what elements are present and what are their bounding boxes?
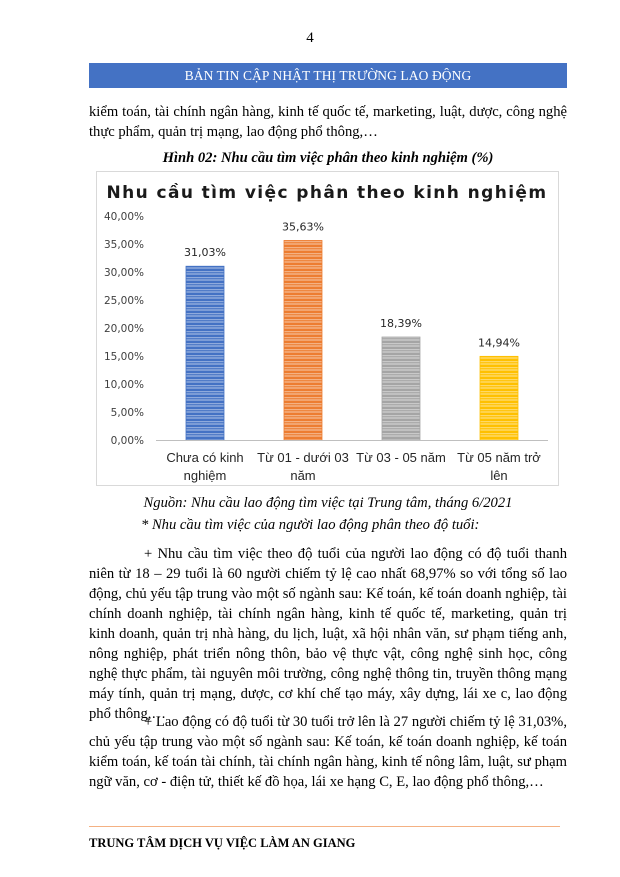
figure-caption: Hình 02: Nhu cầu tìm việc phân theo kinh nghiệm (%) — [162, 150, 494, 166]
data-label: 31,03% — [184, 246, 226, 260]
intro-paragraph: kiểm toán, tài chính ngân hàng, kinh tế quốc tế, marketing, luật, dược, công nghệ thực phẩm, quản trị mạng, lao động phổ thông,… — [89, 104, 567, 140]
x-category-label: Từ 03 - 05 năm — [356, 450, 446, 465]
bar-0 — [186, 266, 224, 440]
footer-divider — [89, 826, 560, 827]
paragraph-over-30-age-group: + Lao động có độ tuổi từ 30 tuổi trở lên là 27 người chiếm tỷ lệ 31,03%, chủ yếu tập trung vào một số ngành sau: Kế toán, kế toán doanh nghiệp, kế toán kiểm toán, kế toán tài chính, tài chính ngân hàng, kinh tế nông lâm, luật, sư phạm ngữ văn, cơ - điện tử, thiết kế đồ họa, lái xe hạng C, E, lao động phổ thông,… — [89, 714, 567, 790]
data-label: 35,63% — [282, 220, 324, 234]
bar-3 — [480, 356, 518, 440]
y-tick-label: 15,00% — [103, 351, 144, 363]
x-category-label: Từ 05 năm trở — [457, 450, 541, 465]
section-sub-heading: * Nhu cầu tìm việc của người lao động phân theo độ tuổi: — [141, 517, 480, 533]
y-tick-label: 30,00% — [103, 267, 144, 279]
y-tick-label: 40,00% — [103, 211, 144, 223]
newsletter-header-banner: BẢN TIN CẬP NHẬT THỊ TRƯỜNG LAO ĐỘNG — [89, 63, 567, 88]
data-label: 18,39% — [380, 317, 422, 331]
x-category-label: Chưa có kinh — [166, 450, 244, 465]
bar-2 — [382, 337, 420, 440]
footer-organization-name: TRUNG TÂM DỊCH VỤ VIỆC LÀM AN GIANG — [89, 836, 356, 850]
x-axis-labels — [166, 450, 541, 483]
data-label: 14,94% — [478, 336, 520, 350]
chart-title: Nhu cầu tìm việc phân theo kinh nghiệm — [106, 183, 548, 203]
x-category-label: nghiệm — [183, 468, 227, 483]
x-category-label: năm — [290, 468, 316, 483]
page-number: 4 — [306, 30, 314, 46]
paragraph-youth-age-group: + Nhu cầu tìm việc theo độ tuổi của người lao động có độ tuổi thanh niên từ 18 – 29 tuổi là 60 người chiếm tỷ lệ cao nhất 68,97% so với tổng số lao động, chủ yếu tập trung vào một số ngành sau: Kế toán, kế toán doanh nghiệp, tài chính doanh nghiệp, tài chính ngân hàng, kinh tế quốc tế, marketing, quản trị kinh doanh, quản trị nhà hàng, du lịch, luật, xã hội nhân văn, sư phạm tiếng anh, nông nghiệp, phát triển nông thôn, bảo vệ thực vật, công nghệ sinh học, công nghệ thực phẩm, tài nguyên môi trường, công nghệ thông tin, truyền thông mạng máy tính, quản trị mạng, dược, cơ khí chế tạo máy, xây dựng, lái xe c, lao động phổ thông,… — [89, 546, 567, 722]
bars-group — [184, 220, 520, 440]
y-tick-label: 0,00% — [110, 435, 144, 447]
x-category-label: Từ 01 - dưới 03 — [257, 450, 349, 465]
y-tick-label: 25,00% — [103, 295, 144, 307]
y-tick-label: 20,00% — [103, 323, 144, 335]
y-tick-label: 35,00% — [103, 239, 144, 251]
chart-container — [96, 171, 559, 486]
bar-1 — [284, 240, 322, 440]
y-tick-label: 5,00% — [110, 407, 144, 419]
x-category-label: lên — [490, 468, 508, 483]
source-caption: Nguồn: Nhu cầu lao động tìm việc tại Trung tâm, tháng 6/2021 — [143, 495, 513, 511]
y-tick-label: 10,00% — [103, 379, 144, 391]
y-axis — [104, 211, 144, 447]
